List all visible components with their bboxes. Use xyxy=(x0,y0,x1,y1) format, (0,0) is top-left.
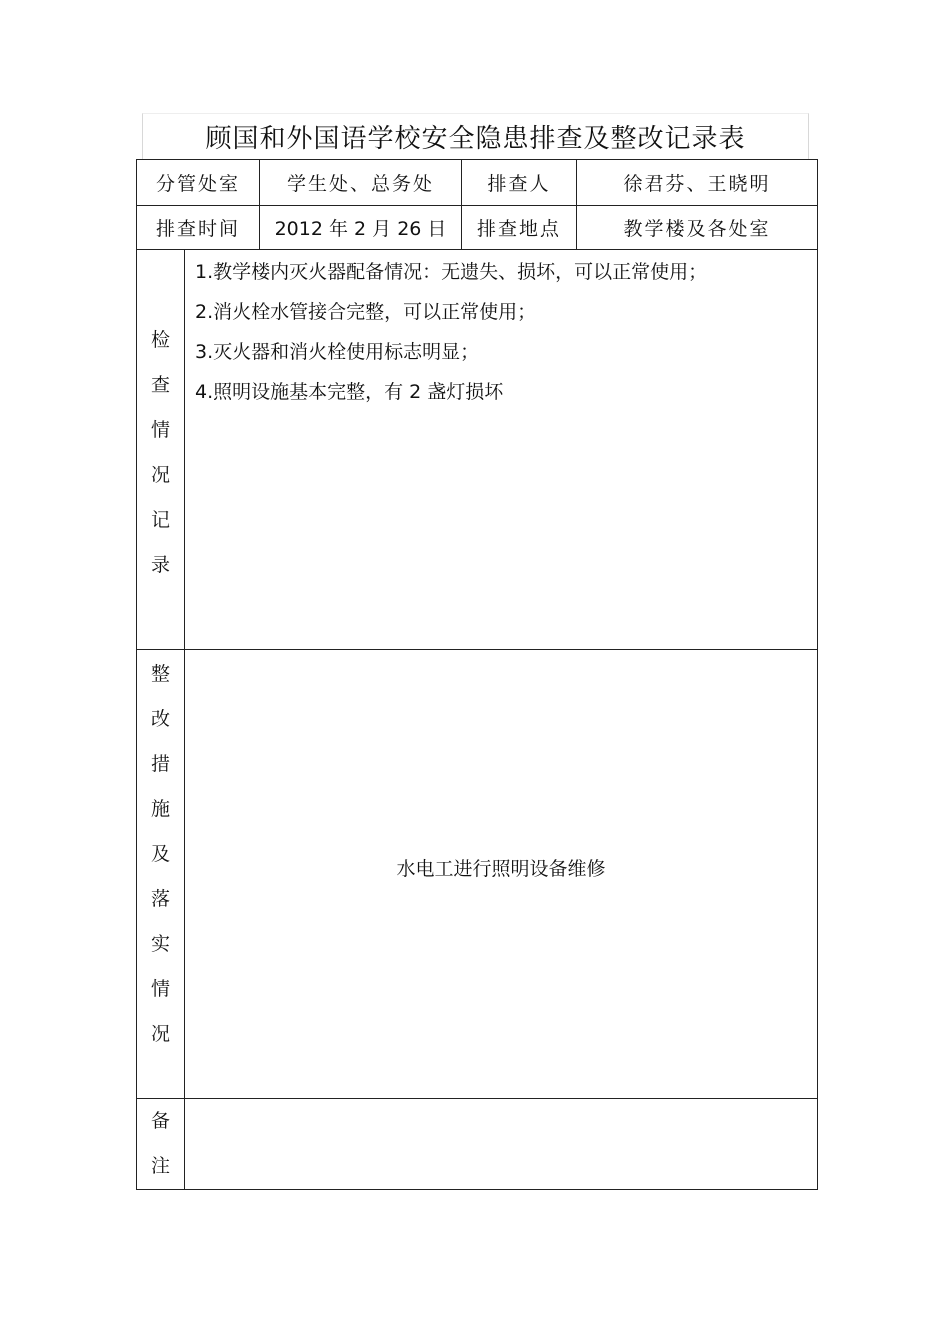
record-table xyxy=(136,159,818,1190)
title-box xyxy=(142,113,809,159)
check-line: 3.灭火器和消火栓使用标志明显； xyxy=(195,341,480,363)
remark-row xyxy=(137,1099,818,1190)
rectify-label-char: 施 xyxy=(150,798,170,820)
check-line: 1.教学楼内灭火器配备情况：无遗失、损坏，可以正常使用； xyxy=(195,261,708,283)
check-label-char: 况 xyxy=(150,464,170,486)
check-line: 4.照明设施基本完整，有 2 盏灯损坏 xyxy=(195,381,504,403)
check-content xyxy=(185,250,818,650)
form-title: 顾国和外国语学校安全隐患排查及整改记录表 xyxy=(205,124,746,154)
rectify-label-char: 落 xyxy=(150,888,170,910)
time-label: 排查时间 xyxy=(137,206,260,250)
check-label-char: 情 xyxy=(150,419,170,441)
rectify-label-char: 实 xyxy=(150,933,170,955)
remark-label-char: 备 xyxy=(150,1110,170,1132)
remark-content xyxy=(185,1099,818,1190)
rectify-label-char: 及 xyxy=(150,843,170,865)
check-label-char: 录 xyxy=(150,554,170,576)
inspector-value: 徐君芬、王晓明 xyxy=(577,160,818,206)
time-value: 2012 年 2 月 26 日 xyxy=(260,206,462,250)
dept-label: 分管处室 xyxy=(137,160,260,206)
rectify-label-char: 整 xyxy=(150,663,170,685)
rectify-label-char: 情 xyxy=(150,978,170,1000)
remark-label xyxy=(137,1099,185,1190)
check-row xyxy=(137,250,818,650)
rectify-content: 水电工进行照明设备维修 xyxy=(185,650,818,1099)
rectify-row xyxy=(137,650,818,1099)
info-row-2 xyxy=(137,206,818,250)
rectify-label-char: 况 xyxy=(150,1023,170,1045)
rectify-label-char: 改 xyxy=(150,708,170,730)
dept-value: 学生处、总务处 xyxy=(260,160,462,206)
inspector-label: 排查人 xyxy=(462,160,577,206)
rectify-label-char: 措 xyxy=(150,753,170,775)
check-line: 2.消火栓水管接合完整，可以正常使用； xyxy=(195,301,537,323)
remark-label-char: 注 xyxy=(150,1155,170,1177)
info-row-1 xyxy=(137,160,818,206)
place-label: 排查地点 xyxy=(462,206,577,250)
check-label-char: 记 xyxy=(150,509,170,531)
rectify-label xyxy=(137,650,185,1099)
place-value: 教学楼及各处室 xyxy=(577,206,818,250)
check-label-char: 查 xyxy=(150,374,170,396)
check-label-char: 检 xyxy=(150,329,170,351)
check-label xyxy=(137,250,185,650)
